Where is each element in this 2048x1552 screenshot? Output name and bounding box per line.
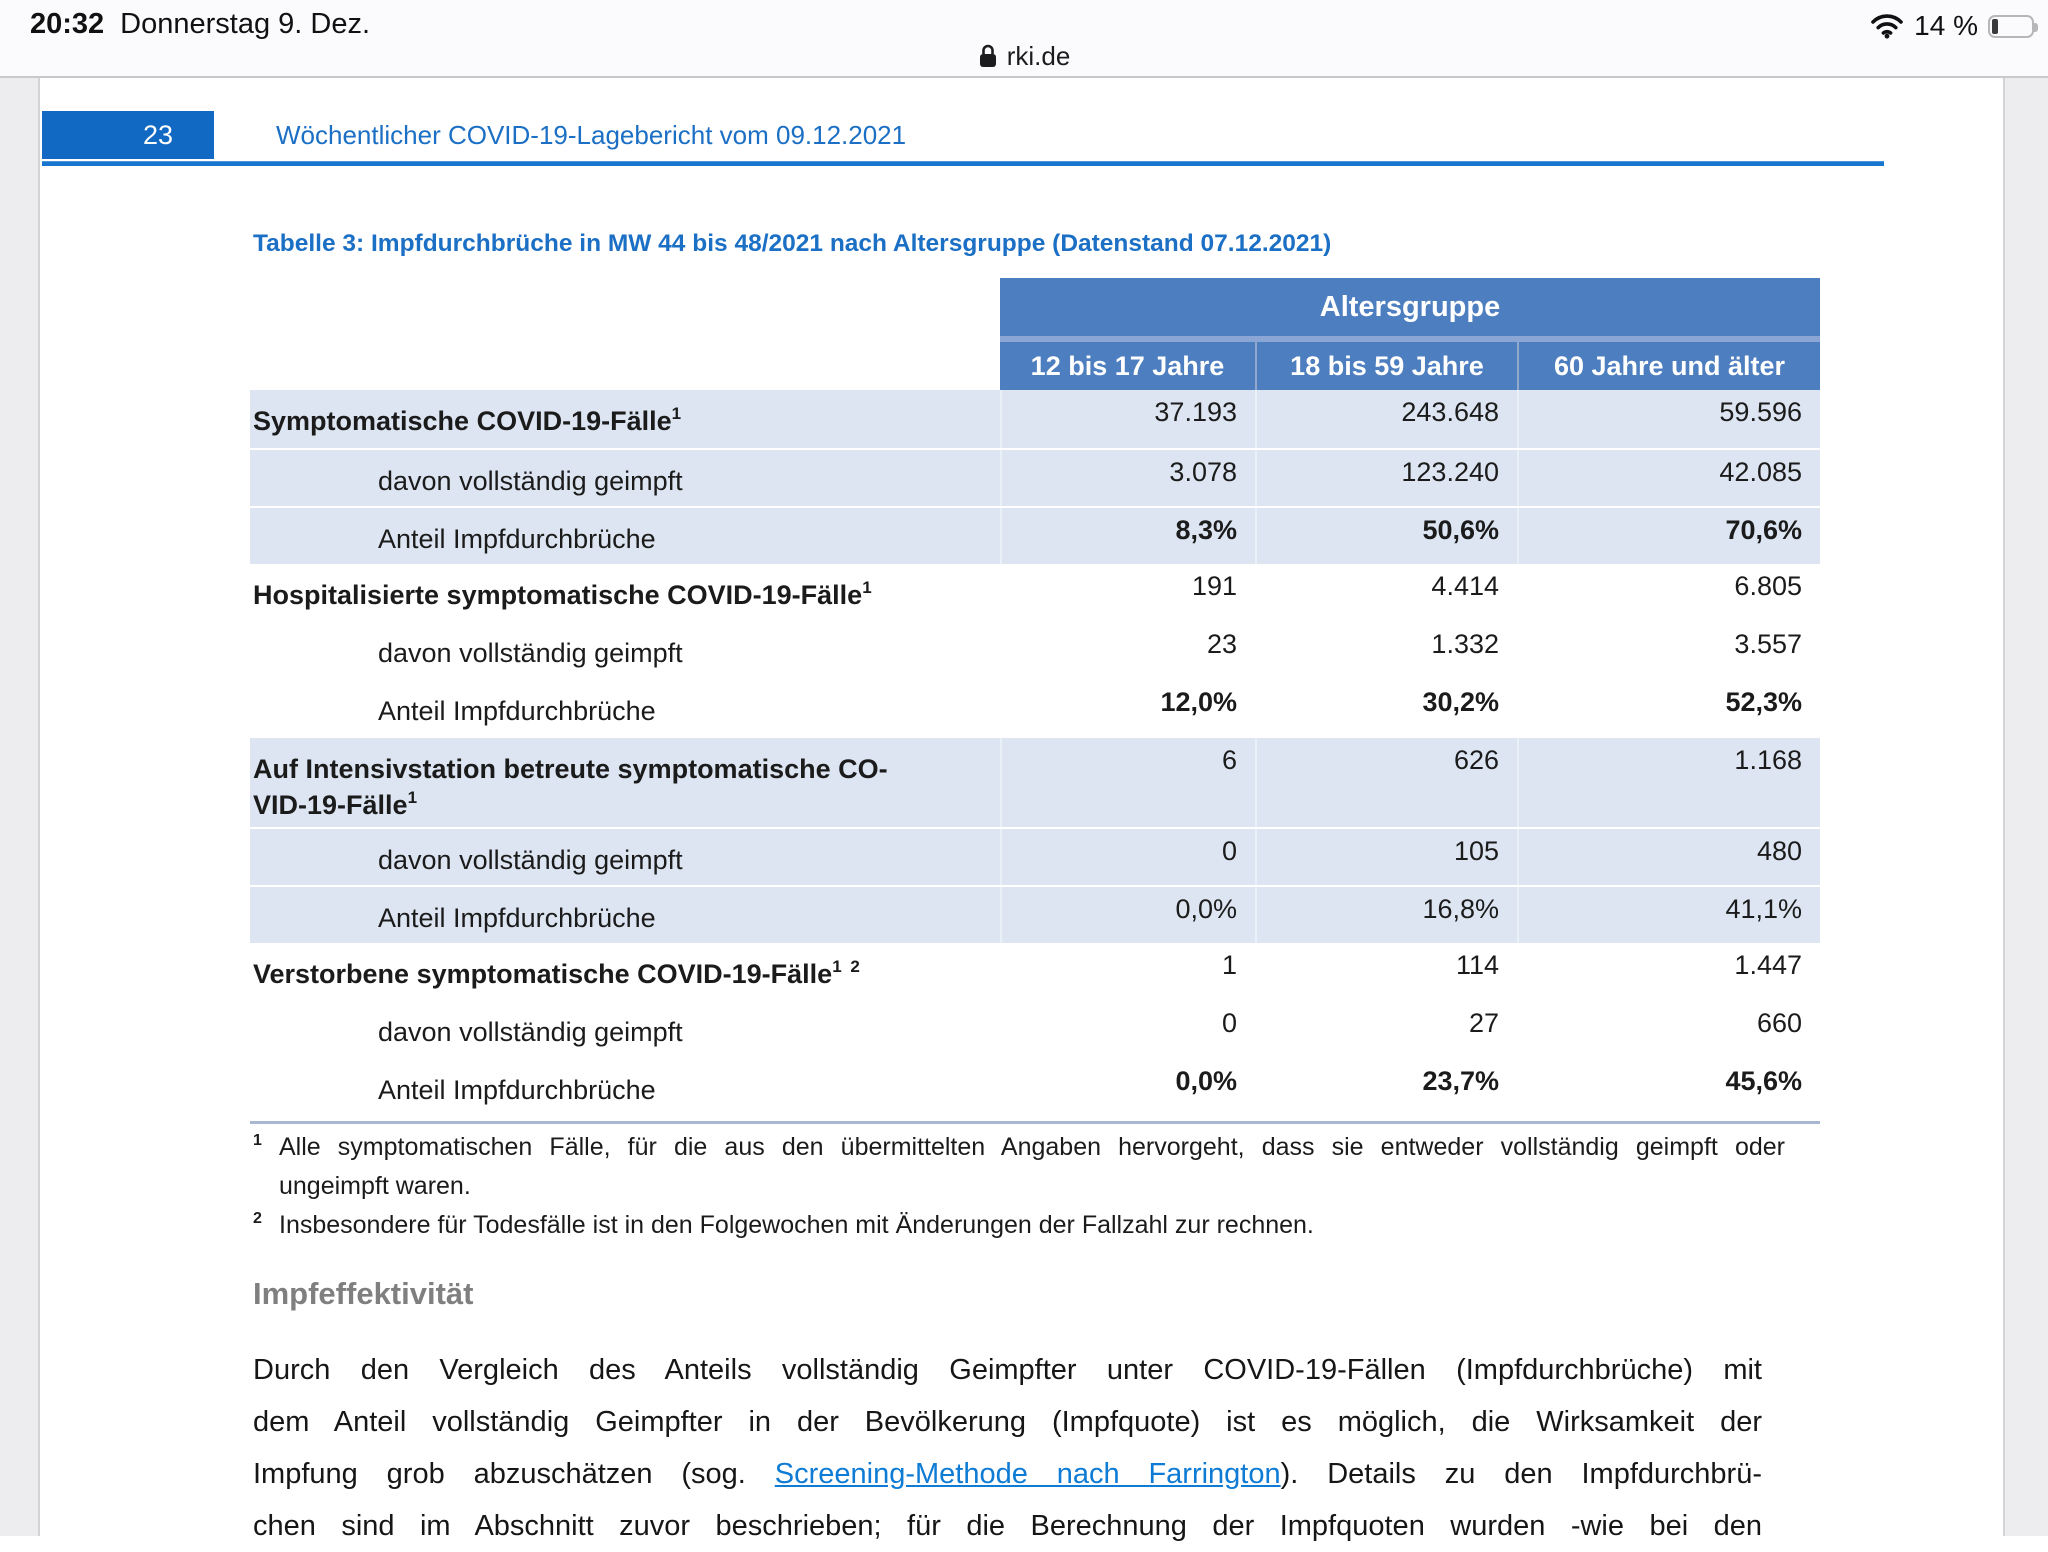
cell: 37.193	[1000, 390, 1255, 448]
footnote-ref: 1 2	[832, 957, 862, 976]
paragraph-line: chen sind im Abschnitt zuvor beschrieben; für die Berechnung der Impfquoten wurden -wie bei den	[253, 1510, 1762, 1542]
cell: 45,6%	[1725, 1066, 1802, 1096]
paragraph-line: Durch den Vergleich des Anteils vollständig Geimpfter unter COVID-19-Fällen (Impfdurchbrüche) mit	[253, 1354, 1762, 1386]
page-number: 23	[142, 119, 174, 150]
row-label: Anteil Impfdurchbrüche	[378, 903, 656, 933]
cell: 70,6%	[1517, 508, 1820, 564]
cell: 59.596	[1517, 390, 1820, 448]
cell: 191	[1191, 571, 1237, 601]
clock: 20:32	[30, 8, 105, 40]
row-label: Anteil Impfdurchbrüche	[378, 1075, 656, 1105]
row-label: Hospitalisierte symptomatische COVID-19-Fälle	[253, 580, 863, 610]
cell: 4.414	[1431, 571, 1499, 601]
footnote-marker: 1	[253, 1132, 262, 1149]
table-bottom-border	[250, 1121, 1820, 1124]
section-heading: Impfeffektivität	[253, 1276, 474, 1311]
cell: 1	[1221, 950, 1237, 980]
cell: 27	[1468, 1008, 1499, 1038]
table-row	[250, 390, 1820, 448]
cell: 8,3%	[1000, 508, 1255, 564]
cell: 16,8%	[1255, 887, 1517, 943]
row-label: Verstorbene symptomatische COVID-19-Fälle	[253, 959, 833, 989]
section-symptomatic	[250, 390, 1820, 564]
cell: 0,0%	[1175, 1066, 1237, 1096]
footnote-ref: 1	[671, 404, 684, 423]
breakthrough-table	[250, 278, 1820, 1124]
cell: 626	[1255, 738, 1517, 827]
footnote-1	[253, 1128, 1785, 1206]
cell: 480	[1517, 829, 1820, 885]
table-row	[250, 1001, 1820, 1059]
cell: 23,7%	[1422, 1066, 1499, 1096]
footnote-text: Insbesondere für Todesfälle ist in den Folgewochen mit Änderungen der Fallzahl zur rechnen.	[279, 1211, 1314, 1239]
section-hospitalised	[250, 564, 1820, 738]
row-label: Anteil Impfdurchbrüche	[378, 524, 656, 554]
table-row	[250, 680, 1820, 738]
cell: 0	[1000, 829, 1255, 885]
row-label: davon vollständig geimpft	[378, 845, 683, 875]
paragraph-line: dem Anteil vollständig Geimpfter in der Bevölkerung (Impfquote) ist es möglich, die Wirksamkeit der	[253, 1406, 1762, 1438]
cell: 41,1%	[1517, 887, 1820, 943]
row-label: davon vollständig geimpft	[378, 466, 683, 496]
table-column-headers	[1000, 342, 1820, 390]
cell: 12,0%	[1160, 687, 1237, 717]
cell: 1.168	[1517, 738, 1820, 827]
row-label: Symptomatische COVID-19-Fälle	[253, 406, 672, 436]
date-label: Donnerstag 9. Dez.	[120, 8, 371, 40]
footnote-text: ungeimpft waren.	[279, 1172, 471, 1200]
lock-icon	[978, 43, 998, 69]
row-label-line2: VID-19-Fälle	[253, 790, 408, 820]
cell: 0,0%	[1000, 887, 1255, 943]
row-label: davon vollständig geimpft	[378, 1017, 683, 1047]
table-group-header: Altersgruppe	[1000, 278, 1820, 336]
report-title: Wöchentlicher COVID-19-Lagebericht vom 09.12.2021	[276, 120, 907, 150]
footnote-ref: 1	[407, 788, 420, 807]
table-row	[250, 506, 1820, 564]
cell: 23	[1206, 629, 1237, 659]
battery-low-icon	[1988, 15, 2034, 38]
cell: 105	[1255, 829, 1517, 885]
section-icu	[250, 738, 1820, 943]
cell: 123.240	[1255, 450, 1517, 506]
status-bar	[0, 0, 2048, 78]
table-caption: Tabelle 3: Impfdurchbrüche in MW 44 bis 48/2021 nach Altersgruppe (Datenstand 07.12.2021)	[253, 230, 1332, 257]
table-row	[250, 448, 1820, 506]
row-label: Auf Intensivstation betreute symptomatische CO-	[253, 754, 888, 784]
cell: 52,3%	[1725, 687, 1802, 717]
page-number-badge	[42, 111, 214, 159]
footnote-2	[253, 1206, 1785, 1245]
battery-percent-label: 14 %	[1914, 10, 1978, 41]
cell: 660	[1756, 1008, 1802, 1038]
status-left	[30, 8, 370, 41]
cell: 3.557	[1734, 629, 1802, 659]
address-bar[interactable]	[0, 38, 2048, 74]
cell: 243.648	[1255, 390, 1517, 448]
screening-method-link[interactable]: Screening-Methode nach Farrington	[774, 1458, 1281, 1490]
footnotes	[253, 1128, 1785, 1245]
footnote-text: Alle symptomatischen Fälle, für die aus den übermittelten Angaben hervorgeht, dass sie entweder vollständig geimpft oder	[279, 1133, 1785, 1161]
header-rule	[42, 161, 1884, 166]
cell: 114	[1455, 950, 1499, 980]
paragraph-line: Impfung grob abzuschätzen (sog. Screening-Methode nach Farrington). Details zu den Impfdurchbrü-	[253, 1458, 1762, 1490]
row-label: davon vollständig geimpft	[378, 638, 683, 668]
body-paragraph	[253, 1344, 1762, 1552]
cell: 3.078	[1000, 450, 1255, 506]
footnote-marker: 2	[253, 1210, 262, 1227]
footnote-ref: 1	[862, 578, 874, 597]
col-header-60plus: 60 Jahre und älter	[1517, 342, 1820, 390]
col-header-12-17: 12 bis 17 Jahre	[1030, 350, 1225, 381]
table-row	[250, 622, 1820, 680]
cell: 1.447	[1734, 950, 1802, 980]
cell: 1.332	[1431, 629, 1499, 659]
cell: 0	[1221, 1008, 1237, 1038]
url-label: rki.de	[1006, 40, 1071, 71]
table-row	[250, 1059, 1820, 1117]
cell: 30,2%	[1422, 687, 1499, 717]
table-row	[250, 738, 1820, 827]
section-deceased	[250, 943, 1820, 1117]
col-header-18-59: 18 bis 59 Jahre	[1255, 342, 1517, 390]
table-row	[250, 827, 1820, 885]
wifi-icon	[1870, 13, 1904, 39]
table-row	[250, 885, 1820, 943]
cell: 6.805	[1734, 571, 1802, 601]
cell: 42.085	[1517, 450, 1820, 506]
cell: 50,6%	[1255, 508, 1517, 564]
table-row	[250, 564, 1820, 622]
row-label: Anteil Impfdurchbrüche	[378, 696, 656, 726]
cell: 6	[1000, 738, 1255, 827]
table-row	[250, 943, 1820, 1001]
